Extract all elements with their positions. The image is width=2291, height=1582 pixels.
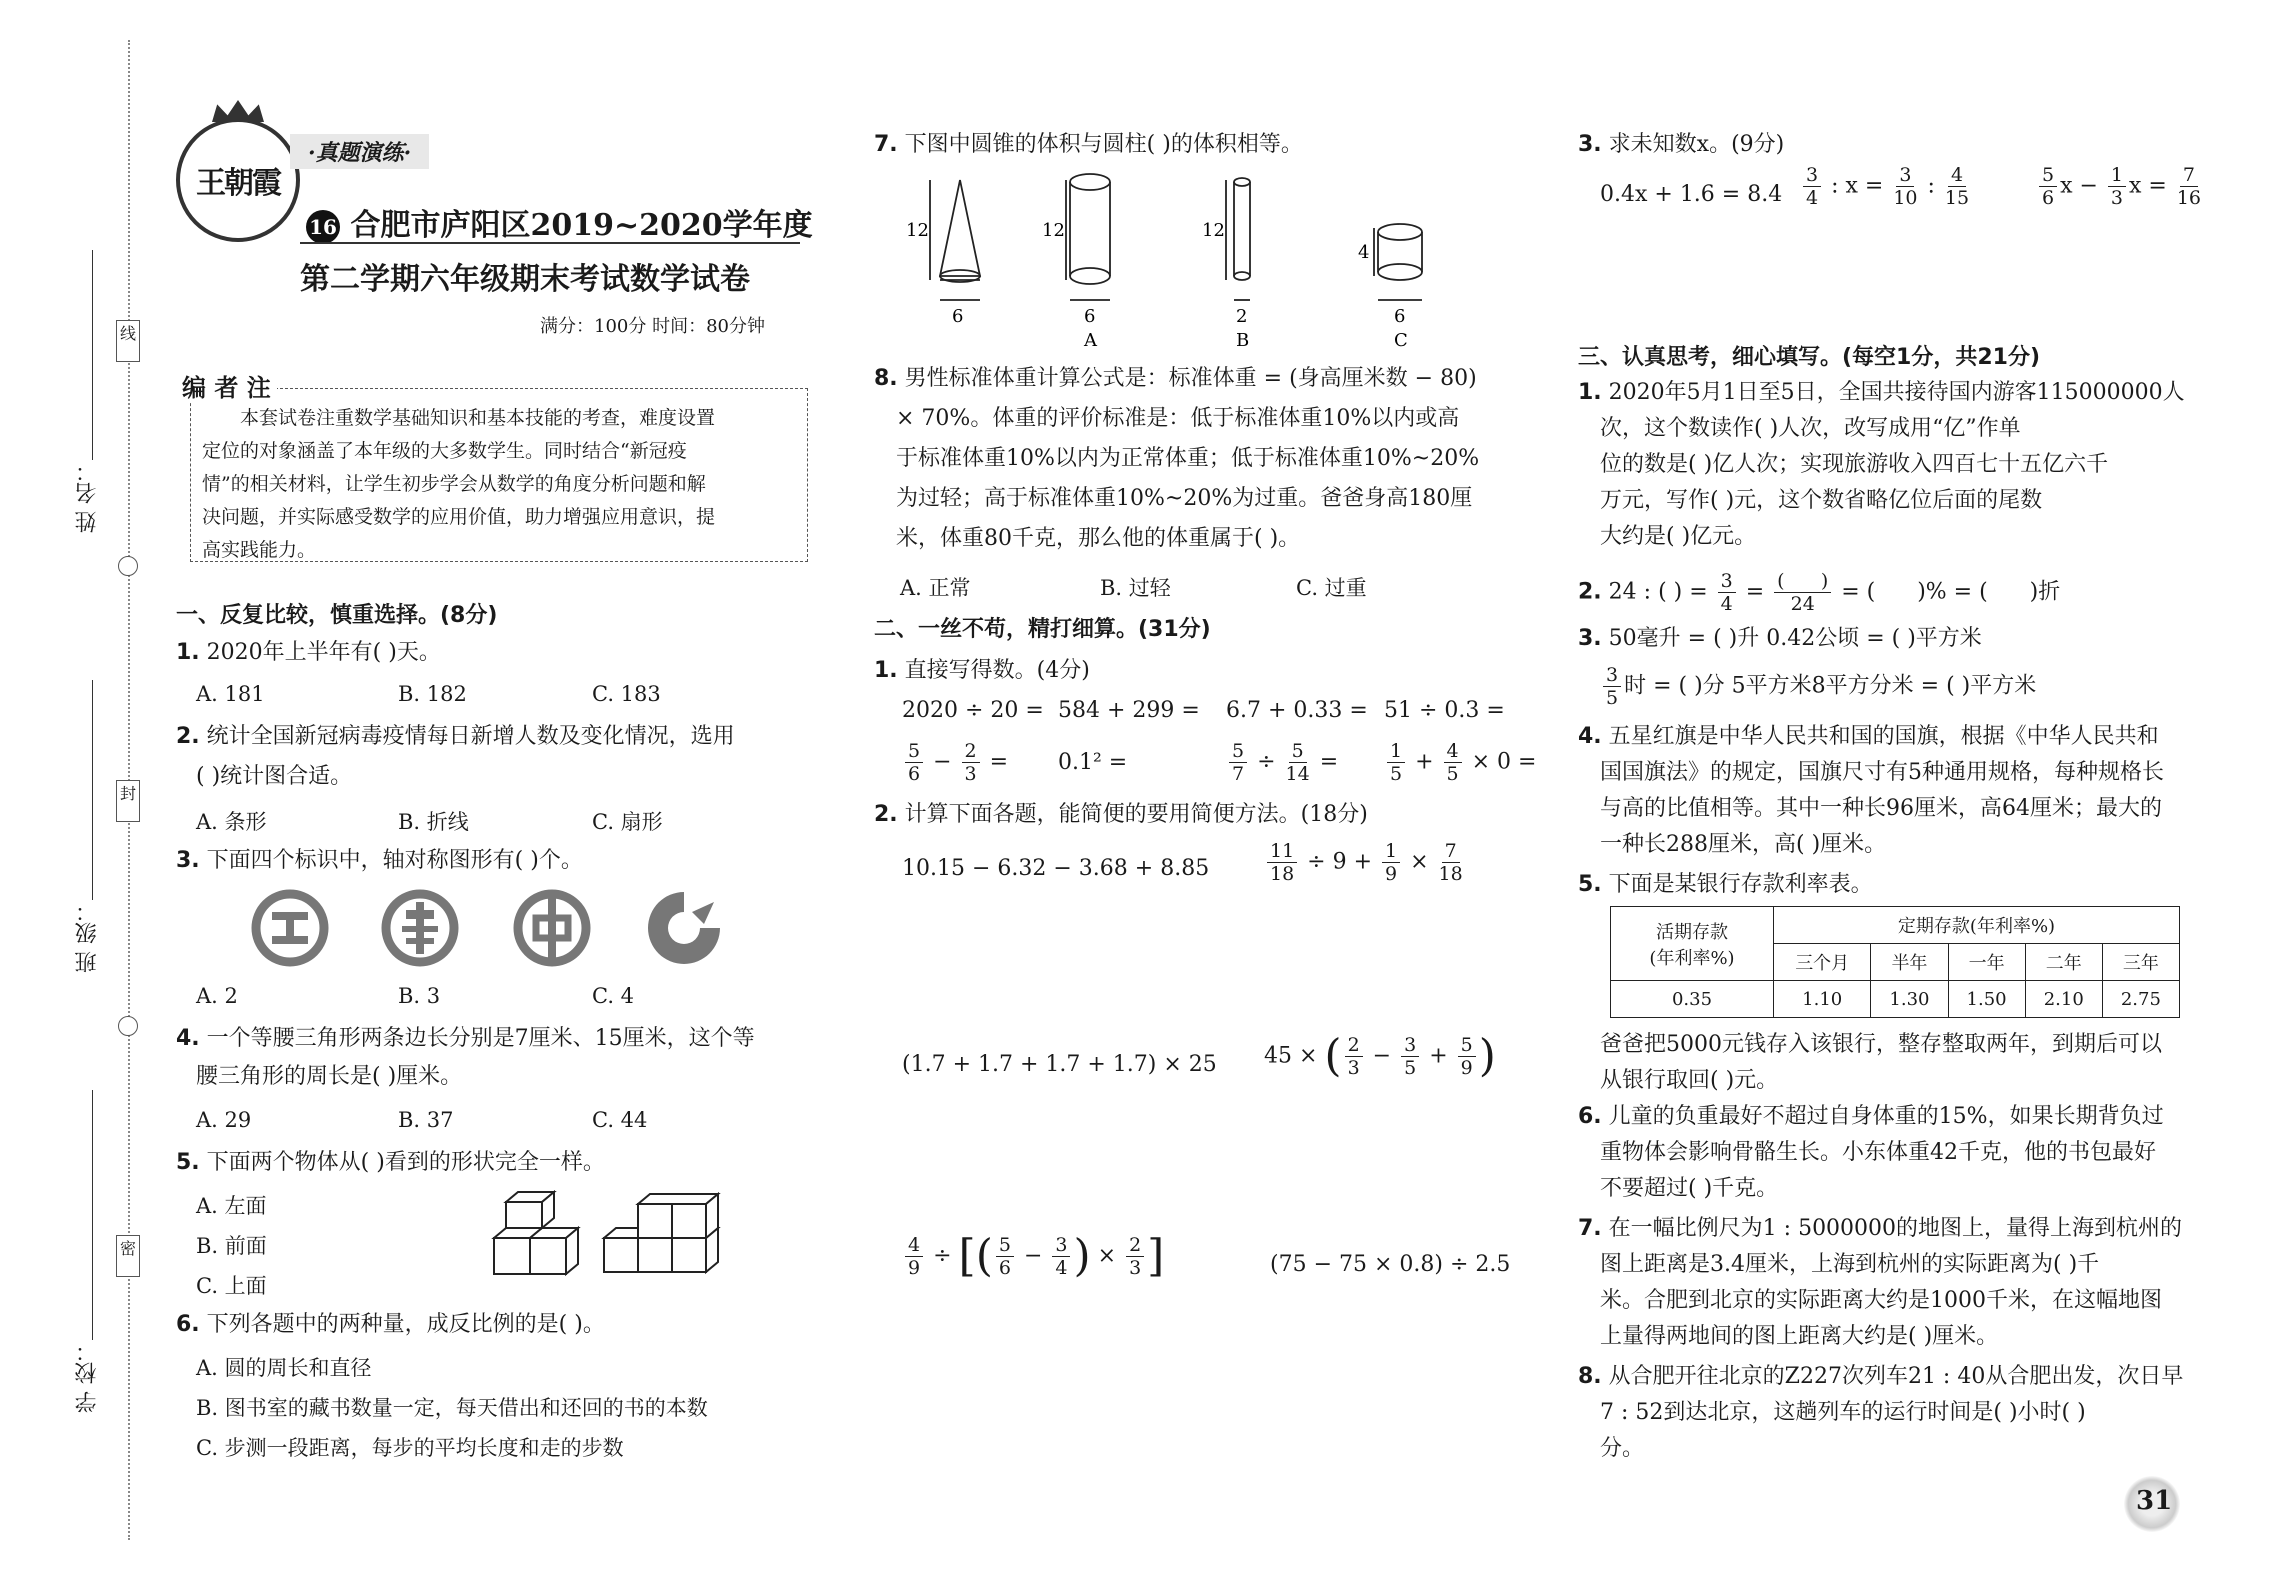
s3-q1-line5: 大约是( )亿元。 — [1600, 524, 1757, 549]
s3-q1-line2: 次，这个数读作( )人次，改写成用“亿”作单 — [1600, 416, 2021, 441]
s2-q1-e8: $\frac{1}{5}$ + $\frac{4}{5}$ × 0 = — [1384, 740, 1536, 785]
section2-title: 二、一丝不苟，精打细算。(31分) — [874, 617, 1211, 642]
s1-q8: 8. 男性标准体重计算公式是：标准体重 = (身高厘米数 − 80) — [874, 366, 1477, 391]
s2-q2-e4: 45 × ( $\frac{2}{3}$ − $\frac{3}{5}$ + $\frac{5}{9}$ ) — [1264, 1030, 1496, 1082]
s1-q1-c[interactable]: C. 183 — [592, 682, 661, 706]
s1-q5-a[interactable]: A. 左面 — [196, 1194, 267, 1218]
cylinder-c-label: C — [1394, 330, 1408, 350]
s1-q8-line5: 米，体重80千克，那么他的体重属于( )。 — [896, 526, 1301, 551]
publisher-logo — [176, 118, 300, 242]
s1-q4-c[interactable]: C. 44 — [592, 1108, 648, 1132]
s2-q3-e3: $\frac{5}{6}$ x − $\frac{1}{3}$ x = $\frac{7}{16}$ — [2036, 164, 2204, 209]
s1-q8-b[interactable]: B. 过轻 — [1100, 576, 1171, 600]
seal-mark: 封 — [116, 780, 140, 822]
s1-q3-b[interactable]: B. 3 — [398, 984, 441, 1008]
s3-q4-line2: 国国旗法》的规定，国旗尺寸有5种通用规格，每种规格长 — [1600, 760, 2164, 785]
s2-q3-title: 3. 求未知数x。(9分) — [1578, 132, 1785, 157]
s3-q7: 7. 在一幅比例尺为1 : 5000000的地图上，量得上海到杭州的 — [1578, 1216, 2183, 1241]
binding-hole-icon — [118, 1016, 138, 1036]
s3-q4-line3: 与高的比值相等。其中一种长96厘米，高64厘米；最大的 — [1600, 796, 2162, 821]
s3-q3-line2: $\frac{3}{5}$ 时 = ( )分 5平方米8平方分米 = ( )平方米 — [1600, 664, 2036, 709]
table-header-cell: 三年 — [2102, 944, 2179, 981]
s1-q6-b[interactable]: B. 图书室的藏书数量一定，每天借出和还回的书的本数 — [196, 1396, 708, 1420]
s2-q1-title: 1. 直接写得数。(4分) — [874, 658, 1090, 683]
s1-q7: 7. 下图中圆锥的体积与圆柱( )的体积相等。 — [874, 132, 1303, 157]
s1-q6: 6. 下列各题中的两种量，成反比例的是( )。 — [176, 1312, 605, 1337]
class-label: 班 级： — [75, 900, 100, 973]
cylinder-c-diameter-label: 6 — [1394, 306, 1406, 327]
cylinder-c-height-label: 4 — [1358, 242, 1370, 263]
cylinder-a-diameter-label: 6 — [1084, 306, 1096, 327]
banner: ·真题演练· — [290, 134, 429, 169]
s3-q1: 1. 2020年5月1日至5日，全国共接待国内游客115000000人 — [1578, 380, 2185, 405]
s1-q5-c[interactable]: C. 上面 — [196, 1274, 267, 1298]
cylinder-a-label: A — [1084, 330, 1097, 350]
s1-q4-line2: 腰三角形的周长是( )厘米。 — [196, 1064, 463, 1089]
s1-q2-a[interactable]: A. 条形 — [196, 810, 267, 834]
s3-q5-after2: 从银行取回( )元。 — [1600, 1068, 1779, 1093]
binding-hole-icon — [118, 556, 138, 576]
s2-q2-e2: $\frac{11}{18}$ ÷ 9 + $\frac{1}{9}$ × $\frac{7}{18}$ — [1264, 840, 1466, 885]
bank-logo-2 — [380, 888, 460, 968]
s3-q5-after1: 爸爸把5000元钱存入该银行，整存整取两年，到期后可以 — [1600, 1032, 2162, 1057]
bank-logo-4 — [644, 888, 724, 968]
s2-q2-e6: (75 − 75 × 0.8) ÷ 2.5 — [1270, 1252, 1511, 1277]
table-header-cell: 三个月 — [1774, 944, 1871, 981]
s3-q1-line4: 万元，写作( )元，这个数省略亿位后面的尾数 — [1600, 488, 2043, 513]
table-header-cell: 一年 — [1948, 944, 2025, 981]
s1-q8-a[interactable]: A. 正常 — [900, 576, 971, 600]
s1-q8-c[interactable]: C. 过重 — [1296, 576, 1367, 600]
closed-mark: 密 — [116, 1235, 140, 1277]
s2-q1-e4: 51 ÷ 0.3 = — [1384, 698, 1505, 723]
editor-note-label: 编 者 注 — [176, 368, 277, 403]
s1-q4: 4. 一个等腰三角形两条边长分别是7厘米、15厘米，这个等 — [176, 1026, 755, 1051]
s3-q1-line3: 位的数是( )亿人次；实现旅游收入四百七十五亿六千 — [1600, 452, 2109, 477]
s1-q4-a[interactable]: A. 29 — [196, 1108, 252, 1132]
table-cell: 1.10 — [1774, 981, 1871, 1018]
s1-q8-line2: × 70%。体重的评价标准是：低于标准体重10%以内或高 — [896, 406, 1460, 431]
s1-q2-b[interactable]: B. 折线 — [398, 810, 469, 834]
crown-icon — [212, 100, 264, 122]
s1-q8-line4: 为过轻；高于标准体重10%~20%为过重。爸爸身高180厘 — [896, 486, 1473, 511]
s3-q7-line2: 图上距离是3.4厘米，上海到杭州的实际距离为( )千 — [1600, 1252, 2100, 1277]
cone-height-label: 12 — [906, 220, 929, 241]
s1-q2-c[interactable]: C. 扇形 — [592, 810, 663, 834]
section3-title: 三、认真思考，细心填写。(每空1分，共21分) — [1578, 345, 2041, 370]
s2-q1-e2: 584 + 299 = — [1058, 698, 1200, 723]
s2-q3-e1: 0.4x + 1.6 = 8.4 — [1600, 182, 1783, 207]
s3-q6: 6. 儿童的负重最好不超过自身体重的15%，如果长期背负过 — [1578, 1104, 2164, 1129]
page-title-2: 第二学期六年级期末考试数学试卷 — [300, 262, 750, 297]
s3-q2: 2. 24 : ( ) = $\frac{3}{4}$ = $\frac{( )}{24}$ = ( )% = ( )折 — [1578, 570, 2061, 615]
cylinder-b-label: B — [1236, 330, 1250, 350]
cone-diameter-label: 6 — [952, 306, 964, 327]
bank-logo-3 — [512, 888, 592, 968]
s1-q1-b[interactable]: B. 182 — [398, 682, 467, 706]
s1-q3: 3. 下面四个标识中，轴对称图形有( )个。 — [176, 848, 583, 873]
page-title-1: 合肥市庐阳区2019~2020学年度 — [350, 208, 813, 243]
s1-q6-a[interactable]: A. 圆的周长和直径 — [196, 1356, 372, 1380]
s3-q6-line2: 重物体会影响骨骼生长。小东体重42千克，他的书包最好 — [1600, 1140, 2156, 1165]
s1-q3-c[interactable]: C. 4 — [592, 984, 635, 1008]
paper-number-badge: 16 — [306, 210, 340, 244]
school-label: 学 校： — [75, 1340, 100, 1413]
name-label: 姓 名： — [75, 460, 100, 533]
cylinder-b-diameter-label: 2 — [1236, 306, 1248, 327]
s2-q2-title: 2. 计算下面各题，能简便的要用简便方法。(18分) — [874, 802, 1368, 827]
line-mark: 线 — [116, 320, 140, 362]
s3-q8-line3: 分。 — [1600, 1436, 1645, 1461]
cylinder-b-height-label: 12 — [1202, 220, 1225, 241]
demand-deposit-header: 活期存款 (年利率%) — [1611, 907, 1774, 981]
s3-q3: 3. 50毫升 = ( )升 0.42公顷 = ( )平方米 — [1578, 626, 1982, 651]
s3-q6-line3: 不要超过( )千克。 — [1600, 1176, 1779, 1201]
s2-q1-e7: $\frac{5}{7}$ ÷ $\frac{5}{14}$ = — [1226, 740, 1338, 785]
s1-q3-a[interactable]: A. 2 — [196, 984, 238, 1008]
s1-q2-line2: ( )统计图合适。 — [196, 764, 353, 789]
s1-q2: 2. 统计全国新冠病毒疫情每日新增人数及变化情况，选用 — [176, 724, 735, 749]
s2-q2-e1: 10.15 − 6.32 − 3.68 + 8.85 — [902, 856, 1210, 881]
s1-q8-line3: 于标准体重10%以内为正常体重；低于标准体重10%~20% — [896, 446, 1480, 471]
fixed-deposit-header: 定期存款(年利率%) — [1774, 907, 2180, 944]
bank-logo-1 — [250, 888, 330, 968]
page-number: 31 — [2136, 1486, 2173, 1516]
s2-q2-e5: $\frac{4}{9}$ ÷ [( $\frac{5}{6}$ − $\frac{3}{4}$ ) × $\frac{2}{3}$ ] — [902, 1234, 1164, 1279]
s3-q7-line4: 上量得两地间的图上距离大约是( )厘米。 — [1600, 1324, 1999, 1349]
table-cell: 0.35 — [1611, 981, 1774, 1018]
s1-q5-b[interactable]: B. 前面 — [196, 1234, 267, 1258]
cube-figure-2 — [600, 1180, 740, 1280]
solids-figure — [900, 170, 1460, 350]
s3-q7-line3: 米。合肥到北京的实际距离大约是1000千米，在这幅地图 — [1600, 1288, 2162, 1313]
s1-q6-c[interactable]: C. 步测一段距离，每步的平均长度和走的步数 — [196, 1436, 624, 1460]
name-field[interactable] — [92, 250, 93, 460]
s1-q4-b[interactable]: B. 37 — [398, 1108, 454, 1132]
table-header-cell: 二年 — [2025, 944, 2102, 981]
s3-q5: 5. 下面是某银行存款利率表。 — [1578, 872, 1873, 897]
s1-q1: 1. 2020年上半年有( )天。 — [176, 640, 441, 665]
cylinder-a-height-label: 12 — [1042, 220, 1065, 241]
table-header-cell: 半年 — [1871, 944, 1948, 981]
s2-q1-e6: 0.1² = — [1058, 750, 1128, 775]
s1-q1-a[interactable]: A. 181 — [196, 682, 265, 706]
table-cell: 2.10 — [2025, 981, 2102, 1018]
school-field[interactable] — [92, 1090, 93, 1340]
table-cell: 1.30 — [1871, 981, 1948, 1018]
s1-q5: 5. 下面两个物体从( )看到的形状完全一样。 — [176, 1150, 605, 1175]
interest-rate-table — [1610, 906, 2180, 1018]
s3-q8-line2: 7 : 52到达北京，这趟列车的运行时间是( )小时( ) — [1600, 1400, 2086, 1425]
table-cell: 2.75 — [2102, 981, 2179, 1018]
s2-q1-e5: $\frac{5}{6}$ − $\frac{2}{3}$ = — [902, 740, 1008, 785]
s3-q4-line4: 一种长288厘米，高( )厘米。 — [1600, 832, 1887, 857]
s3-q8: 8. 从合肥开往北京的Z227次列车21 : 40从合肥出发，次日早 — [1578, 1364, 2184, 1389]
logo-text: 王朝霞 — [196, 166, 280, 201]
title-underline — [300, 242, 800, 244]
title-row — [306, 200, 813, 244]
class-field[interactable] — [92, 680, 93, 900]
exam-meta: 满分：100分 时间：80分钟 — [540, 316, 765, 337]
table-cell: 1.50 — [1948, 981, 2025, 1018]
s2-q2-e3: (1.7 + 1.7 + 1.7 + 1.7) × 25 — [902, 1052, 1217, 1077]
s2-q1-e1: 2020 ÷ 20 = — [902, 698, 1044, 723]
section1-title: 一、反复比较，慎重选择。(8分) — [176, 603, 498, 628]
s2-q3-e2: $\frac{3}{4}$ : x = $\frac{3}{10}$ : $\frac{4}{15}$ — [1800, 164, 1972, 209]
s3-q4: 4. 五星红旗是中华人民共和国的国旗，根据《中华人民共和 — [1578, 724, 2159, 749]
editor-note-text: 本套试卷注重数学基础知识和基本技能的考查，难度设置 定位的对象涵盖了本年级的大多数学生。同时结合“新冠疫 情”的相关材料，让学生初步学会从数学的角度分析问题和解 决问题，并实际感受数学的应用价值，助力增强应用意识，提 高实践能力。 — [202, 407, 716, 561]
s2-q1-e3: 6.7 + 0.33 = — [1226, 698, 1368, 723]
